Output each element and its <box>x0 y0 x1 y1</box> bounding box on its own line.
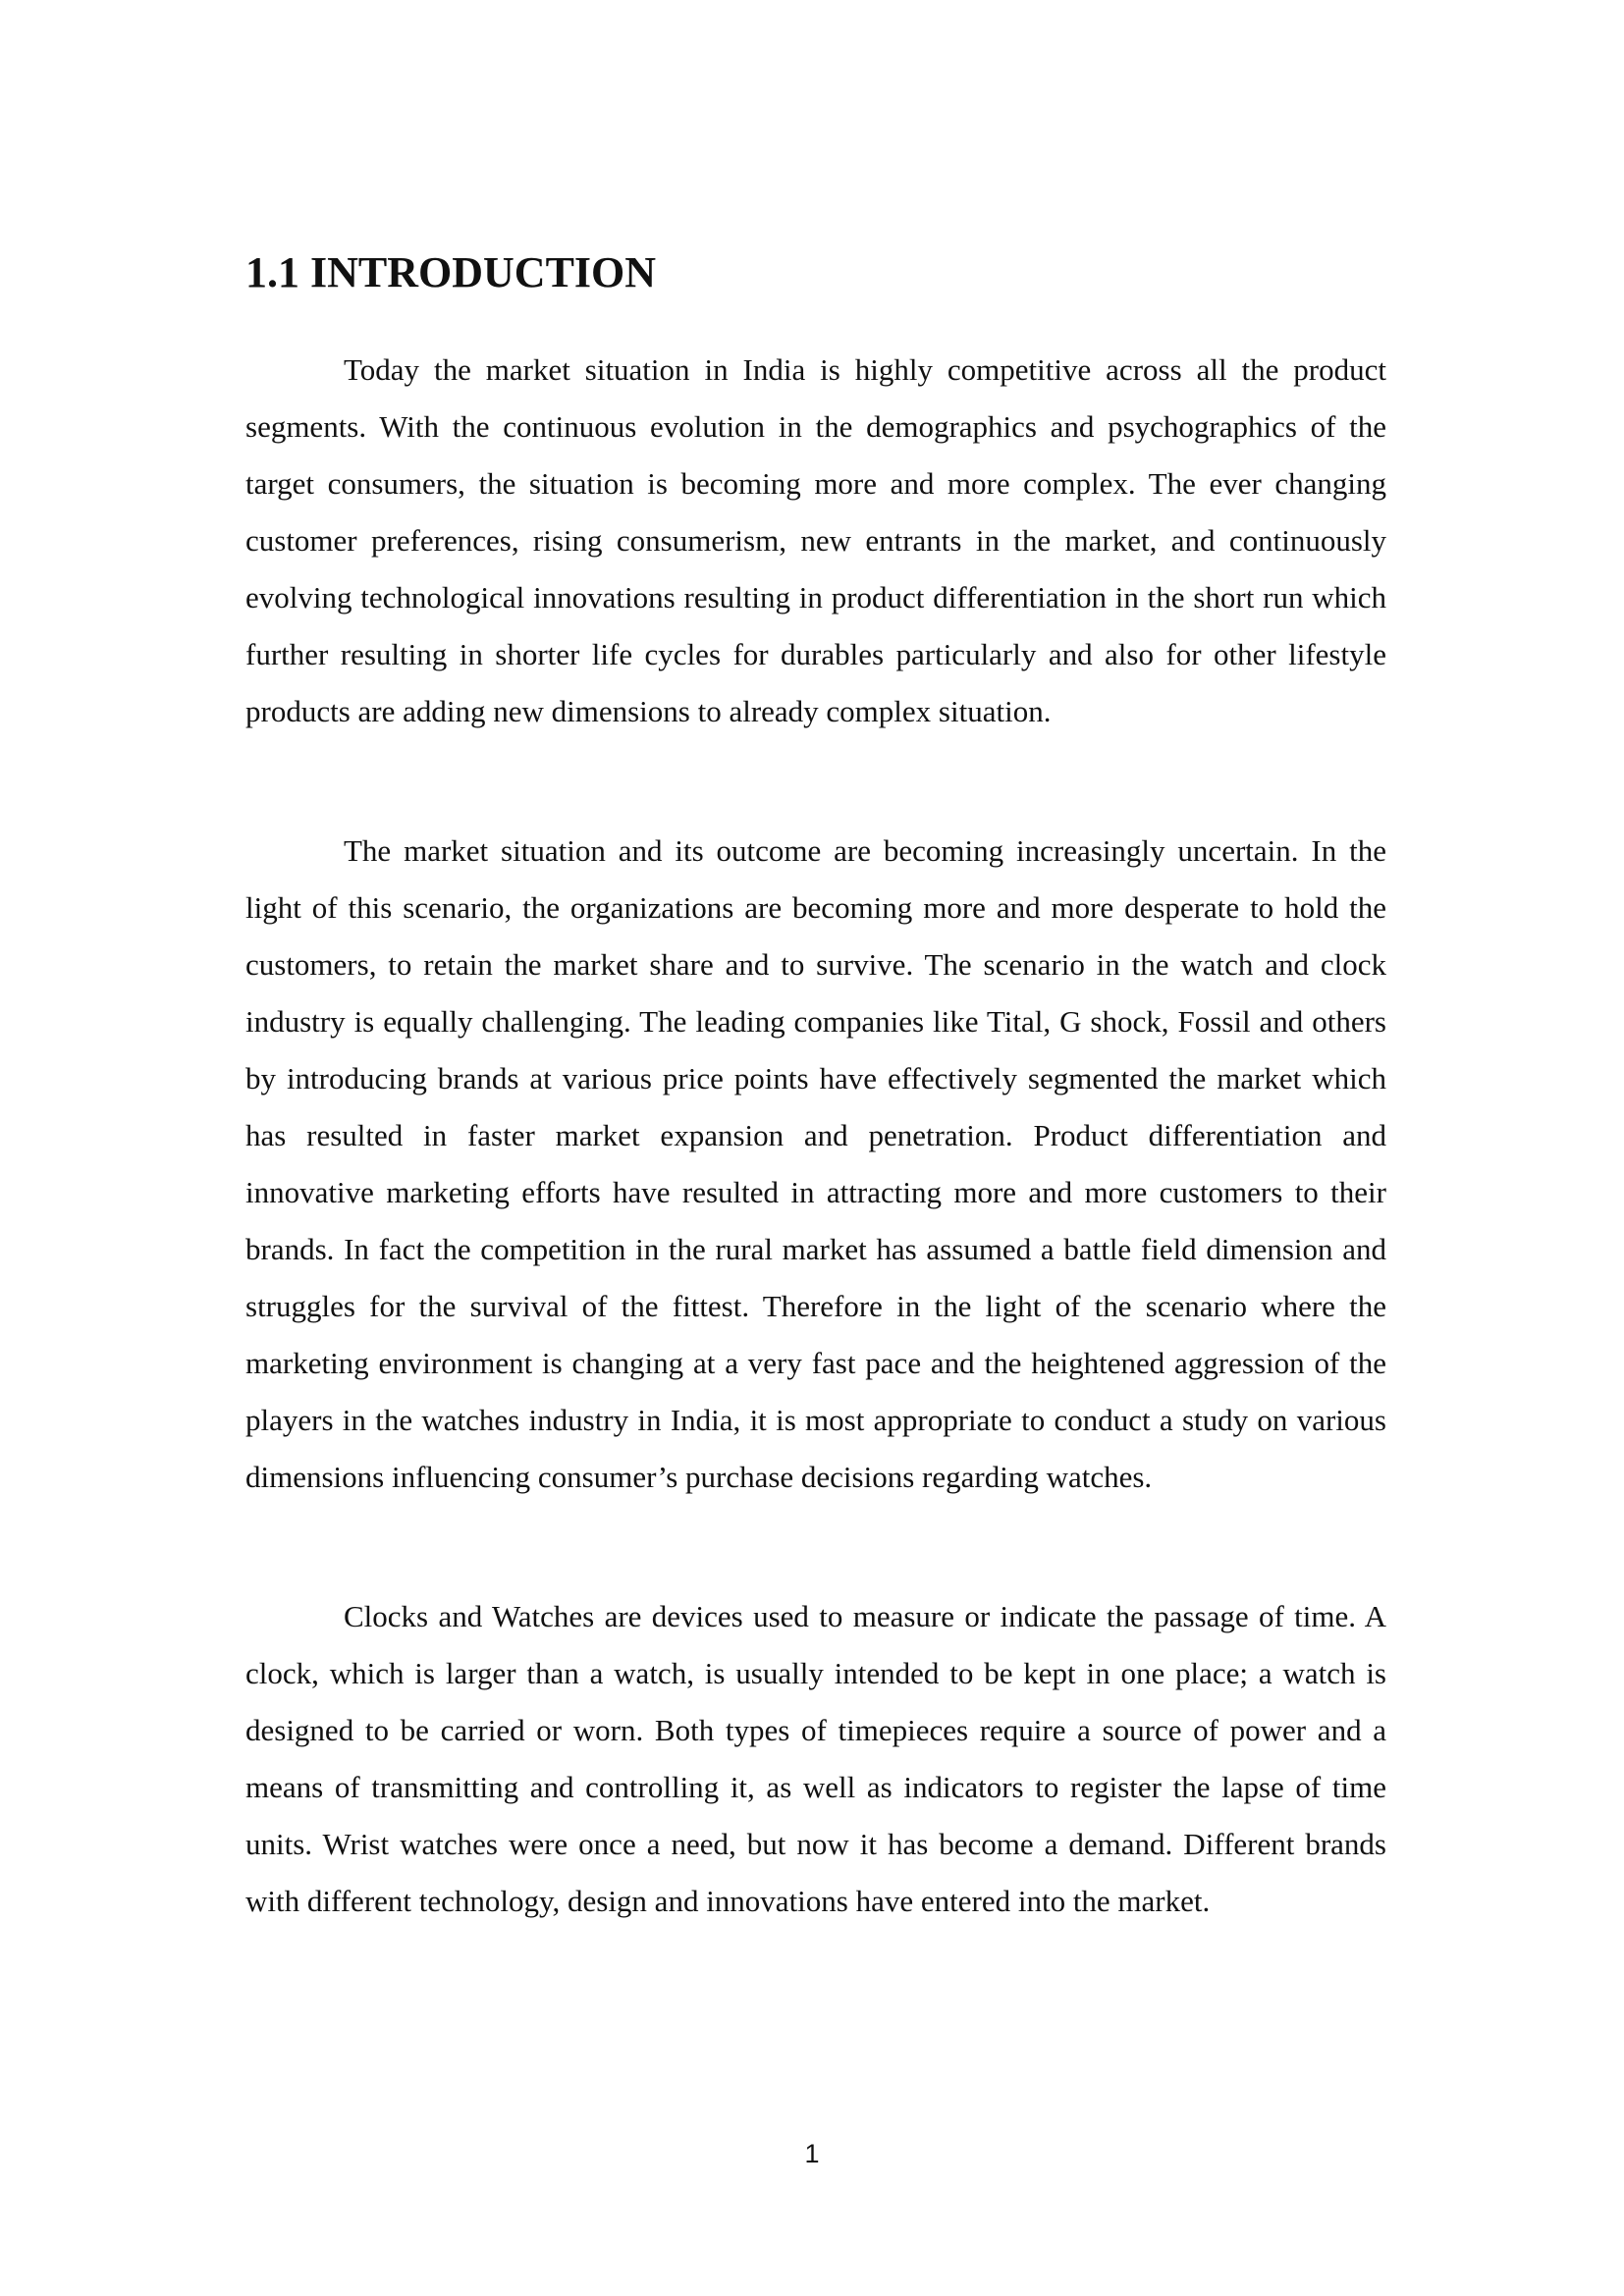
body-paragraph-3: Clocks and Watches are devices used to measure or indicate the passage of time. A clock, which is larger than a watch, is usually intended to be kept in one place; a watch is designed to be carried or worn. Both types of timepieces require a source of power and a means of transmitting and controlling it, as well as indicators to register the lapse of time units. Wrist watches were once a need, but now it has become a demand. Different brands with different technology, design and innovations have entered into the market. <box>245 1599 1386 1918</box>
page-number: 1 <box>804 2139 820 2168</box>
body-paragraph-2: The market situation and its outcome are becoming increasingly uncertain. In the light of this scenario, the organizations are becoming more and more desperate to hold the customers, to retain the market share and to survive. The scenario in the watch and clock industry is equally challenging. The leading companies like Tital, G shock, Fossil and others by introducing brands at various price points have effectively segmented the market which has resulted in faster market expansion and penetration. Product differentiation and innovative marketing efforts have resulted in attracting more and more customers to their brands. In fact the competition in the rural market has assumed a battle field dimension and struggles for the survival of the fittest. Therefore in the light of the scenario where the marketing environment is changing at a very fast pace and the heightened aggression of the players in the watches industry in India, it is most appropriate to conduct a study on various dimensions influencing consumer’s purchase decisions regarding watches. <box>245 833 1386 1494</box>
section-heading: 1.1 INTRODUCTION <box>245 248 657 296</box>
body-paragraph-1: Today the market situation in India is highly competitive across all the product segments. With the continuous evolution in the demographics and psychographics of the target consumers, the situation is becoming more and more complex. The ever changing customer preferences, rising consumerism, new entrants in the market, and continuously evolving technological innovations resulting in product differentiation in the short run which further resulting in shorter life cycles for durables particularly and also for other lifestyle products are adding new dimensions to already complex situation. <box>245 352 1386 728</box>
